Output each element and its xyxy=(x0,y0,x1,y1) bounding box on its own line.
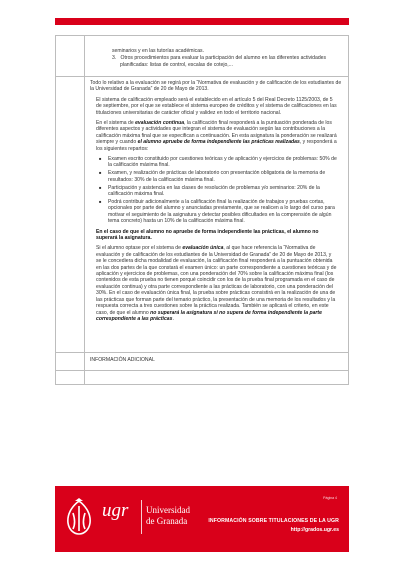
footer-info-title: INFORMACIÓN SOBRE TITULACIONES DE LA UGR xyxy=(208,518,339,524)
text-span: En el sistema de xyxy=(96,120,136,127)
table-left-column-divider xyxy=(84,36,85,384)
table-row-divider xyxy=(56,352,348,353)
list-item: ■ Participación y asistencia en las clases de resolución de problemas y/o seminarios: 20% de la calificación máxima final. xyxy=(108,185,342,198)
text-span: , la calificación final responderá a la puntuación ponderada de los diferentes aspectos y actividades que integran el sistema de evaluación según las contribuciones a la calificación máxima final que se especifican a continuación. En esta asignatura la ponderación se realizará siempre y cuando xyxy=(96,120,337,146)
emphasis-text: evaluación continua xyxy=(135,120,185,127)
list-item: ■ Podrá contribuir adicionalmente a la calificación final la realización de trabajos y pruebas cortas, opcionales por parte del alumno y anunciadas previamente, que se realicen a lo largo del curso para motivar el seguimiento de la asignatura y detectar posibles dificultades en la comprensión de algún tema concreto) hasta un 10% de la calificación máxima final. xyxy=(108,199,342,225)
emphasis-text: no superará la asignatura si no supera de forma independiente la parte correspondiente a las prácticas xyxy=(96,309,322,322)
university-name-line: Universidad xyxy=(146,505,190,515)
text-span: , y responderá a los siguientes repartos: xyxy=(96,139,337,152)
evaluacion-unica-paragraph xyxy=(90,245,342,322)
page-number: Página 4 xyxy=(323,496,337,500)
practicas-note: En el caso de que el alumno no apruebe de forma independiente las prácticas, el alumno no superará la asignatura. xyxy=(96,228,319,242)
list-item: seminarios y en las tutorías académicas. xyxy=(112,48,205,54)
list-item: ■ Examen escrito constituido por cuestiones teóricas y de aplicación y ejercicios de problemas: 50% de la calificación máxima final. xyxy=(108,156,342,169)
emphasis-text: el alumno apruebe de forma independiente las prácticas realizadas xyxy=(137,139,300,146)
table-row-divider xyxy=(56,76,348,77)
emphasis-text: evaluación única xyxy=(182,245,224,252)
info-adicional-heading: INFORMACIÓN ADICIONAL xyxy=(90,357,155,363)
ugr-pomegranate-logo-icon xyxy=(61,497,97,537)
university-name xyxy=(146,505,190,527)
footer-url-link[interactable]: http://grados.ugr.es xyxy=(290,527,339,533)
list-continuation xyxy=(90,48,342,72)
weighting-list xyxy=(90,156,342,225)
evaluacion-continua-paragraph xyxy=(90,120,342,152)
list-item: ■ Examen, y realización de prácticas de laboratorio con presentación obligatoria de la memoria de resultados: 30% de la calificación máxima final. xyxy=(108,170,342,183)
footer-banner xyxy=(55,486,349,552)
footer-divider xyxy=(141,500,142,534)
text-span: . xyxy=(172,315,174,322)
header-red-bar xyxy=(55,18,349,25)
university-name-line: de Granada xyxy=(146,516,188,526)
sistema-calificacion-paragraph: El sistema de calificación empleado será el establecido en el artículo 5 del Real Decreto 1125/2003, de 5 de septiembre, por el que se establece el sistema europeo de créditos y el sistema de calificaciones en las titulaciones universitarias de carácter oficial y validez en todo el territorio nacional. xyxy=(96,96,337,116)
intro-paragraph: Todo lo relativo a la evaluación se regirá por la “Normativa de evaluación y de calificación de los estudiantes de la Universidad de Granada” de 20 de Mayo de 2013. xyxy=(90,80,342,93)
list-item: 3. Otros procedimientos para evaluar la participación del alumno en las diferentes actividades planificadas: listas de control, escalas de cotejo,... xyxy=(112,55,327,68)
evaluation-section xyxy=(90,80,342,326)
guide-table xyxy=(55,35,349,385)
ugr-logo-text: ugr xyxy=(102,500,129,521)
table-row-divider xyxy=(56,370,348,371)
text-span: Si el alumno optase por el sistema de xyxy=(96,245,183,252)
text-span: , al que hace referencia la “Normativa de evaluación y de calificación de los estudiantes de la Universidad de Granada” de 20 de Mayo de 2013, y se le concediera dicha modalidad de evaluación, la calificación final responderá a la puntuación obtenida en las dos partes de la que constará el examen único: un parte correspondiente a cuestiones teóricas y de aplicación y ejercicios de problemas, con una ponderación del 70% sobre la calificación máxima final (los contenidos de esta prueba no tienen porqué coincidir con los de la prueba final programada en el caso de evaluación continua) y otra parte correspondiente a las prácticas de laboratorio, con una ponderación del 30%. En el caso de evaluación única final, la prueba sobre prácticas consistirá en la realización de una de las prácticas que forman parte del temario práctico, la presentación de una memoria de los resultados y la respuesta correcta a tres cuestiones sobre la práctica realizada. También se aplicará el criterio, en este caso, de que el alumno xyxy=(96,245,337,316)
